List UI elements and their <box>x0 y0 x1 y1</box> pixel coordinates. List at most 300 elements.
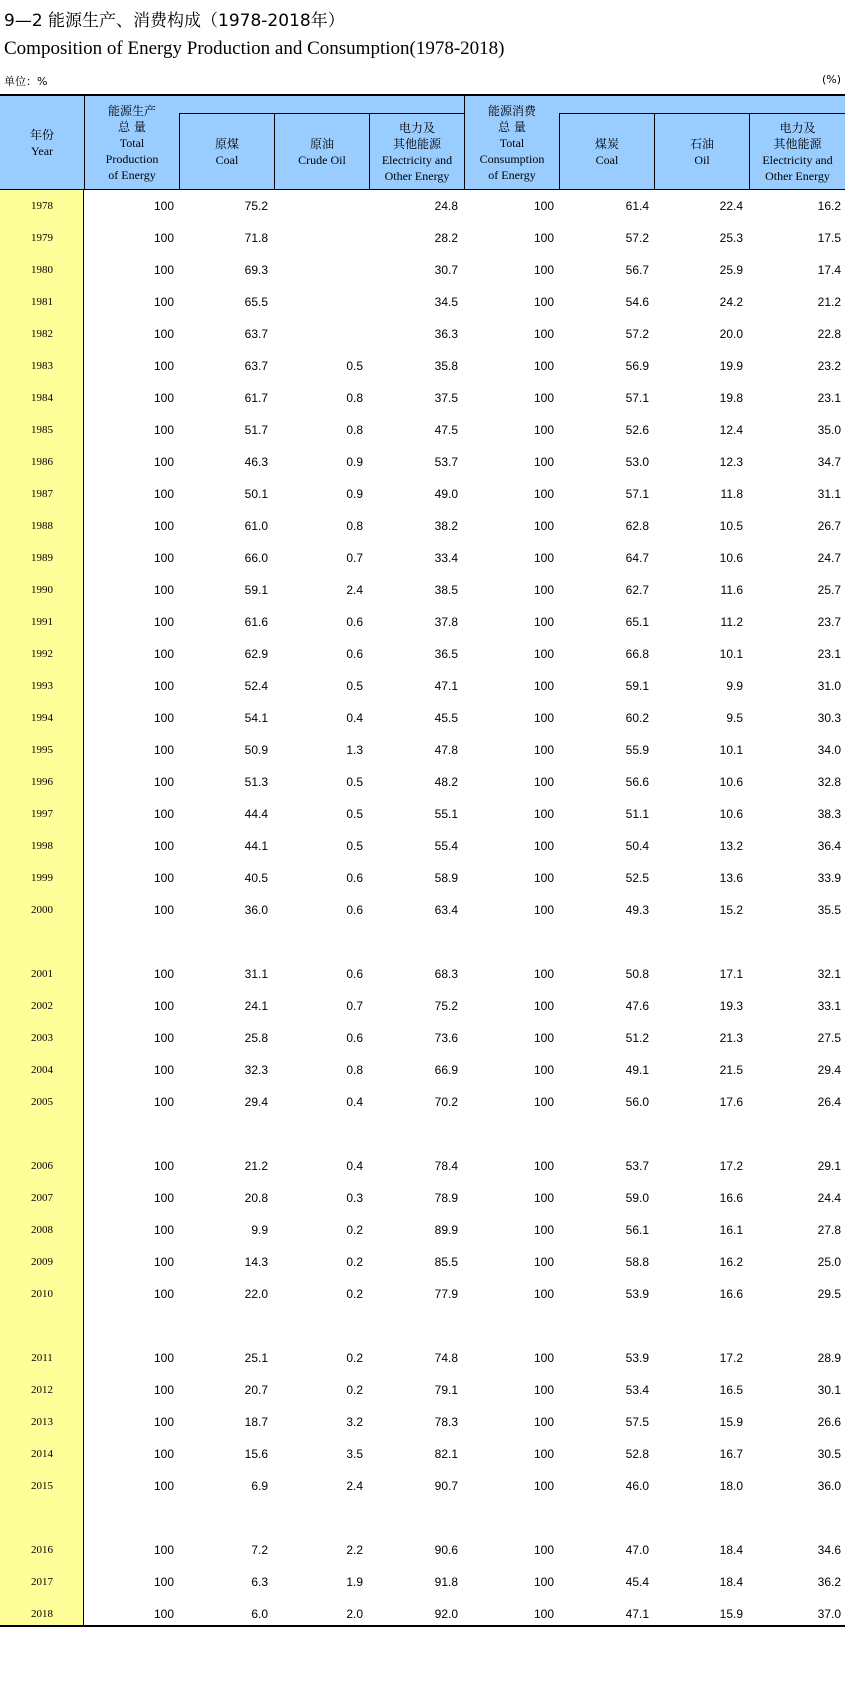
cell-c-oil: 17.1 <box>719 967 743 981</box>
row-year: 2013 <box>31 1416 53 1428</box>
header-year-en: Year <box>30 143 54 158</box>
cell-c-elec: 38.3 <box>817 807 841 821</box>
cell-p-oil: 0.5 <box>346 807 363 821</box>
cell-p-oil: 0.7 <box>346 999 363 1013</box>
cell-c-coal: 56.0 <box>625 1095 649 1109</box>
cell-p-elec: 37.8 <box>434 615 458 629</box>
header-divider <box>749 114 750 189</box>
cell-p-total: 100 <box>153 583 174 597</box>
cell-p-oil: 0.2 <box>346 1255 363 1269</box>
cell-p-coal: 31.1 <box>244 967 268 981</box>
cell-p-elec: 66.9 <box>434 1063 458 1077</box>
cell-c-coal: 61.4 <box>625 199 649 213</box>
cell-c-coal: 59.0 <box>625 1191 649 1205</box>
cell-p-coal: 63.7 <box>244 327 268 341</box>
cell-c-total: 100 <box>533 231 554 245</box>
row-year: 2005 <box>31 1096 53 1108</box>
cell-p-elec: 30.7 <box>434 263 458 277</box>
cell-p-oil: 1.9 <box>346 1575 363 1589</box>
cell-p-total: 100 <box>153 1223 174 1237</box>
cell-p-coal: 51.7 <box>244 423 268 437</box>
cell-p-elec: 74.8 <box>434 1351 458 1365</box>
cell-c-coal: 50.8 <box>625 967 649 981</box>
header-year-cn: 年份 <box>29 127 54 142</box>
cell-c-oil: 17.2 <box>719 1351 743 1365</box>
header-prod-elec-cn2: 其他能源 <box>392 136 441 151</box>
cell-c-oil: 25.3 <box>719 231 743 245</box>
cell-c-total: 100 <box>533 679 554 693</box>
cell-c-coal: 64.7 <box>625 551 649 565</box>
cell-p-oil: 3.2 <box>346 1415 363 1429</box>
cell-p-oil: 0.4 <box>346 1159 363 1173</box>
cell-c-total: 100 <box>533 1479 554 1493</box>
cell-c-oil: 10.6 <box>719 807 743 821</box>
header-year <box>0 96 84 189</box>
row-year: 1982 <box>31 328 53 340</box>
row-year: 2009 <box>31 1256 53 1268</box>
cell-c-coal: 57.2 <box>625 327 649 341</box>
cell-c-elec: 29.4 <box>817 1063 841 1077</box>
table-row <box>0 1534 845 1566</box>
cell-c-total: 100 <box>533 839 554 853</box>
table-row <box>0 830 845 862</box>
table-row <box>0 638 845 670</box>
cell-p-coal: 62.9 <box>244 647 268 661</box>
cell-c-elec: 35.0 <box>817 423 841 437</box>
cell-p-total: 100 <box>153 391 174 405</box>
row-year: 1985 <box>31 424 53 436</box>
cell-p-total: 100 <box>153 1095 174 1109</box>
cell-p-total: 100 <box>153 423 174 437</box>
cell-p-coal: 24.1 <box>244 999 268 1013</box>
cell-c-oil: 13.2 <box>719 839 743 853</box>
header-prod-oil-en: Crude Oil <box>298 152 346 167</box>
row-year: 2004 <box>31 1064 53 1076</box>
cell-c-total: 100 <box>533 967 554 981</box>
cell-c-total: 100 <box>533 423 554 437</box>
cell-c-elec: 29.1 <box>817 1159 841 1173</box>
cell-p-elec: 78.4 <box>434 1159 458 1173</box>
header-cons-elec-cn2: 其他能源 <box>773 136 822 151</box>
cell-c-oil: 11.2 <box>720 615 743 629</box>
cell-p-elec: 78.9 <box>434 1191 458 1205</box>
header-prod-oil-cn: 原油 <box>309 136 334 151</box>
unit-label-cn: 单位：% <box>4 75 48 88</box>
cell-p-coal: 32.3 <box>244 1063 268 1077</box>
cell-p-oil: 0.6 <box>346 903 363 917</box>
cell-p-oil: 0.6 <box>346 967 363 981</box>
cell-c-oil: 21.3 <box>719 1031 743 1045</box>
cell-c-total: 100 <box>533 1159 554 1173</box>
cell-c-coal: 56.1 <box>625 1223 649 1237</box>
cell-c-coal: 47.0 <box>625 1543 649 1557</box>
cell-c-total: 100 <box>533 1415 554 1429</box>
cell-c-coal: 58.8 <box>625 1255 649 1269</box>
cell-c-elec: 36.2 <box>817 1575 841 1589</box>
row-year: 1993 <box>31 680 53 692</box>
cell-c-coal: 50.4 <box>625 839 649 853</box>
cell-p-oil: 0.4 <box>346 1095 363 1109</box>
cell-c-coal: 52.5 <box>625 871 649 885</box>
cell-c-oil: 16.7 <box>719 1447 743 1461</box>
cell-p-oil: 0.2 <box>346 1287 363 1301</box>
header-consumption-en2: Consumption <box>479 151 545 166</box>
cell-c-total: 100 <box>533 263 554 277</box>
header-production-en3: of Energy <box>108 167 156 182</box>
row-year: 1996 <box>31 776 53 788</box>
cell-p-elec: 85.5 <box>434 1255 458 1269</box>
header-cons-elec-en1: Electricity and <box>762 152 833 167</box>
cell-p-elec: 45.5 <box>434 711 458 725</box>
cell-p-total: 100 <box>153 1191 174 1205</box>
cell-c-oil: 12.4 <box>719 423 743 437</box>
cell-p-total: 100 <box>153 1607 174 1621</box>
cell-p-total: 100 <box>153 1383 174 1397</box>
cell-c-total: 100 <box>533 199 554 213</box>
cell-c-total: 100 <box>533 1607 554 1621</box>
row-year: 2006 <box>31 1160 53 1172</box>
cell-c-coal: 54.6 <box>625 295 649 309</box>
cell-p-oil: 2.0 <box>346 1607 363 1621</box>
cell-c-coal: 53.9 <box>625 1351 649 1365</box>
header-cons-oil-en: Oil <box>694 152 710 167</box>
cell-c-oil: 19.8 <box>719 391 743 405</box>
cell-c-coal: 53.9 <box>625 1287 649 1301</box>
cell-c-elec: 23.1 <box>817 647 841 661</box>
header-prod-electricity <box>370 114 464 189</box>
header-divider <box>464 96 465 189</box>
cell-p-total: 100 <box>153 1351 174 1365</box>
table-row <box>0 190 845 222</box>
table-row <box>0 1342 845 1374</box>
cell-c-total: 100 <box>533 743 554 757</box>
cell-c-elec: 34.0 <box>817 743 841 757</box>
cell-c-elec: 30.1 <box>817 1383 841 1397</box>
cell-c-oil: 10.5 <box>719 519 743 533</box>
cell-c-elec: 27.8 <box>817 1223 841 1237</box>
cell-p-elec: 55.1 <box>434 807 458 821</box>
header-prod-elec-en1: Electricity and <box>381 152 453 167</box>
cell-p-total: 100 <box>153 679 174 693</box>
table-row <box>0 990 845 1022</box>
cell-p-total: 100 <box>153 1543 174 1557</box>
row-year: 2007 <box>31 1192 53 1204</box>
cell-c-oil: 11.6 <box>720 583 743 597</box>
cell-c-coal: 49.1 <box>625 1063 649 1077</box>
cell-c-coal: 60.2 <box>625 711 649 725</box>
header-divider <box>179 113 464 114</box>
cell-p-coal: 66.0 <box>244 551 268 565</box>
cell-p-coal: 50.9 <box>244 743 268 757</box>
header-cons-coal-cn: 煤炭 <box>594 136 619 151</box>
cell-c-total: 100 <box>533 903 554 917</box>
cell-p-oil: 0.6 <box>346 615 363 629</box>
header-consumption-cn: 能源消费 <box>487 103 536 118</box>
cell-p-elec: 63.4 <box>434 903 458 917</box>
cell-p-coal: 22.0 <box>244 1287 268 1301</box>
table-row <box>0 574 845 606</box>
cell-c-oil: 16.5 <box>719 1383 743 1397</box>
cell-p-elec: 78.3 <box>434 1415 458 1429</box>
cell-p-total: 100 <box>153 1575 174 1589</box>
table-row <box>0 1278 845 1310</box>
table-row <box>0 286 845 318</box>
cell-c-elec: 26.6 <box>817 1415 841 1429</box>
cell-p-coal: 44.4 <box>244 807 268 821</box>
cell-c-coal: 57.1 <box>625 391 649 405</box>
cell-p-total: 100 <box>153 839 174 853</box>
row-year: 2001 <box>31 968 53 980</box>
cell-c-oil: 10.6 <box>719 775 743 789</box>
header-prod-elec-en2: Other Energy <box>384 168 450 183</box>
cell-c-oil: 24.2 <box>719 295 743 309</box>
row-year: 1984 <box>31 392 53 404</box>
cell-c-elec: 26.7 <box>817 519 841 533</box>
row-year: 2000 <box>31 904 53 916</box>
row-year: 1990 <box>31 584 53 596</box>
table-row <box>0 478 845 510</box>
cell-p-oil: 0.6 <box>346 647 363 661</box>
header-consumption-total <box>465 96 559 189</box>
header-divider <box>654 114 655 189</box>
table-row <box>0 1054 845 1086</box>
cell-c-coal: 59.1 <box>625 679 649 693</box>
cell-c-oil: 21.5 <box>719 1063 743 1077</box>
table-row <box>0 1566 845 1598</box>
cell-p-oil: 0.9 <box>346 487 363 501</box>
cell-p-total: 100 <box>153 455 174 469</box>
header-production-en1: Total <box>119 135 145 150</box>
cell-c-coal: 46.0 <box>625 1479 649 1493</box>
cell-c-total: 100 <box>533 871 554 885</box>
cell-p-elec: 53.7 <box>434 455 458 469</box>
table-row <box>0 670 845 702</box>
cell-p-total: 100 <box>153 551 174 565</box>
cell-c-elec: 32.8 <box>817 775 841 789</box>
cell-p-total: 100 <box>153 999 174 1013</box>
cell-p-total: 100 <box>153 1447 174 1461</box>
cell-c-total: 100 <box>533 519 554 533</box>
cell-p-elec: 68.3 <box>434 967 458 981</box>
cell-c-coal: 47.6 <box>625 999 649 1013</box>
row-year: 2012 <box>31 1384 53 1396</box>
cell-c-coal: 51.1 <box>625 807 649 821</box>
cell-c-total: 100 <box>533 1255 554 1269</box>
cell-c-coal: 45.4 <box>625 1575 649 1589</box>
cell-c-coal: 56.6 <box>625 775 649 789</box>
cell-c-elec: 22.8 <box>817 327 841 341</box>
header-consumption-en1: Total <box>499 135 525 150</box>
cell-p-total: 100 <box>153 1255 174 1269</box>
table-row <box>0 958 845 990</box>
cell-c-elec: 24.4 <box>817 1191 841 1205</box>
cell-p-oil: 1.3 <box>346 743 363 757</box>
cell-c-total: 100 <box>533 487 554 501</box>
table-row <box>0 1182 845 1214</box>
cell-c-coal: 51.2 <box>625 1031 649 1045</box>
cell-p-coal: 59.1 <box>244 583 268 597</box>
cell-c-oil: 9.5 <box>726 711 743 725</box>
row-year: 2016 <box>31 1544 53 1556</box>
table-row <box>0 798 845 830</box>
cell-c-elec: 30.3 <box>817 711 841 725</box>
row-year: 1999 <box>31 872 53 884</box>
cell-p-oil: 0.2 <box>346 1223 363 1237</box>
cell-p-elec: 36.3 <box>434 327 458 341</box>
header-divider <box>559 114 560 189</box>
cell-p-total: 100 <box>153 1159 174 1173</box>
cell-c-elec: 17.5 <box>817 231 841 245</box>
header-cons-electricity <box>750 114 845 189</box>
cell-p-coal: 18.7 <box>244 1415 268 1429</box>
cell-c-coal: 47.1 <box>625 1607 649 1621</box>
cell-p-elec: 36.5 <box>434 647 458 661</box>
header-divider <box>559 113 845 114</box>
cell-p-oil: 0.2 <box>346 1351 363 1365</box>
cell-c-oil: 9.9 <box>726 679 743 693</box>
cell-c-total: 100 <box>533 551 554 565</box>
cell-c-oil: 10.1 <box>719 647 743 661</box>
cell-p-coal: 75.2 <box>244 199 268 213</box>
cell-p-oil: 0.5 <box>346 679 363 693</box>
cell-c-coal: 53.4 <box>625 1383 649 1397</box>
cell-p-oil: 0.4 <box>346 711 363 725</box>
header-cons-elec-en2: Other Energy <box>765 168 830 183</box>
cell-p-coal: 65.5 <box>244 295 268 309</box>
cell-c-total: 100 <box>533 1575 554 1589</box>
header-cons-oil <box>655 114 749 189</box>
cell-c-elec: 36.0 <box>817 1479 841 1493</box>
cell-p-total: 100 <box>153 1063 174 1077</box>
cell-p-total: 100 <box>153 615 174 629</box>
row-year: 1995 <box>31 744 53 756</box>
cell-p-coal: 6.0 <box>251 1607 268 1621</box>
cell-c-total: 100 <box>533 1383 554 1397</box>
cell-c-coal: 57.1 <box>625 487 649 501</box>
table-row <box>0 1406 845 1438</box>
cell-p-oil: 0.5 <box>346 775 363 789</box>
table-row <box>0 1086 845 1118</box>
cell-c-total: 100 <box>533 1031 554 1045</box>
cell-p-coal: 20.7 <box>244 1383 268 1397</box>
cell-c-coal: 57.2 <box>625 231 649 245</box>
row-year: 2011 <box>31 1352 53 1364</box>
cell-c-coal: 52.8 <box>625 1447 649 1461</box>
cell-c-total: 100 <box>533 1223 554 1237</box>
cell-p-total: 100 <box>153 231 174 245</box>
table-row <box>0 254 845 286</box>
cell-c-elec: 23.1 <box>817 391 841 405</box>
unit-label-en: (%) <box>821 73 841 86</box>
row-year: 1978 <box>31 200 53 212</box>
cell-p-elec: 73.6 <box>434 1031 458 1045</box>
cell-p-elec: 49.0 <box>434 487 458 501</box>
cell-c-total: 100 <box>533 999 554 1013</box>
cell-p-coal: 20.8 <box>244 1191 268 1205</box>
cell-p-oil: 0.6 <box>346 1031 363 1045</box>
row-year: 1998 <box>31 840 53 852</box>
cell-p-coal: 61.0 <box>244 519 268 533</box>
cell-p-total: 100 <box>153 1415 174 1429</box>
cell-p-coal: 15.6 <box>244 1447 268 1461</box>
cell-c-total: 100 <box>533 647 554 661</box>
cell-c-total: 100 <box>533 1287 554 1301</box>
cell-p-total: 100 <box>153 903 174 917</box>
table-row <box>0 734 845 766</box>
cell-c-oil: 25.9 <box>719 263 743 277</box>
table-row <box>0 414 845 446</box>
cell-p-coal: 61.7 <box>244 391 268 405</box>
cell-p-coal: 36.0 <box>244 903 268 917</box>
cell-c-elec: 36.4 <box>817 839 841 853</box>
header-consumption-en3: of Energy <box>488 167 536 182</box>
cell-c-elec: 27.5 <box>817 1031 841 1045</box>
cell-p-oil: 0.3 <box>346 1191 363 1205</box>
cell-p-total: 100 <box>153 1031 174 1045</box>
header-divider <box>179 114 180 189</box>
row-year: 2015 <box>31 1480 53 1492</box>
row-year: 1983 <box>31 360 53 372</box>
header-prod-crude-oil <box>275 114 369 189</box>
header-prod-coal <box>180 114 274 189</box>
header-production-cn: 能源生产 <box>107 103 156 118</box>
row-year: 1988 <box>31 520 53 532</box>
header-divider <box>274 114 275 189</box>
table-row <box>0 1470 845 1502</box>
cell-c-elec: 28.9 <box>817 1351 841 1365</box>
cell-p-elec: 38.5 <box>434 583 458 597</box>
cell-c-total: 100 <box>533 775 554 789</box>
cell-c-oil: 19.3 <box>719 999 743 1013</box>
cell-p-oil: 0.8 <box>346 1063 363 1077</box>
cell-p-elec: 90.6 <box>434 1543 458 1557</box>
cell-c-total: 100 <box>533 615 554 629</box>
cell-p-total: 100 <box>153 199 174 213</box>
cell-c-total: 100 <box>533 711 554 725</box>
cell-c-oil: 10.6 <box>719 551 743 565</box>
row-year: 2008 <box>31 1224 53 1236</box>
cell-p-coal: 6.3 <box>251 1575 268 1589</box>
cell-p-elec: 37.5 <box>434 391 458 405</box>
cell-c-total: 100 <box>533 359 554 373</box>
cell-p-elec: 24.8 <box>434 199 458 213</box>
cell-p-coal: 69.3 <box>244 263 268 277</box>
page-title-en: Composition of Energy Production and Consumption(1978-2018) <box>4 38 505 59</box>
row-year: 1992 <box>31 648 53 660</box>
cell-p-elec: 47.5 <box>434 423 458 437</box>
table-row <box>0 382 845 414</box>
cell-p-coal: 29.4 <box>244 1095 268 1109</box>
cell-p-total: 100 <box>153 1479 174 1493</box>
cell-c-total: 100 <box>533 455 554 469</box>
header-production-total <box>85 96 179 189</box>
row-year: 1997 <box>31 808 53 820</box>
cell-p-coal: 50.1 <box>244 487 268 501</box>
cell-p-total: 100 <box>153 327 174 341</box>
cell-p-coal: 71.8 <box>244 231 268 245</box>
cell-c-elec: 26.4 <box>817 1095 841 1109</box>
cell-c-elec: 21.2 <box>817 295 841 309</box>
cell-c-oil: 19.9 <box>719 359 743 373</box>
cell-c-coal: 52.6 <box>625 423 649 437</box>
cell-c-coal: 56.7 <box>625 263 649 277</box>
cell-p-coal: 6.9 <box>251 1479 268 1493</box>
cell-c-oil: 18.4 <box>719 1575 743 1589</box>
table-row <box>0 318 845 350</box>
cell-c-elec: 25.0 <box>817 1255 841 1269</box>
row-year: 2014 <box>31 1448 53 1460</box>
cell-c-elec: 30.5 <box>817 1447 841 1461</box>
